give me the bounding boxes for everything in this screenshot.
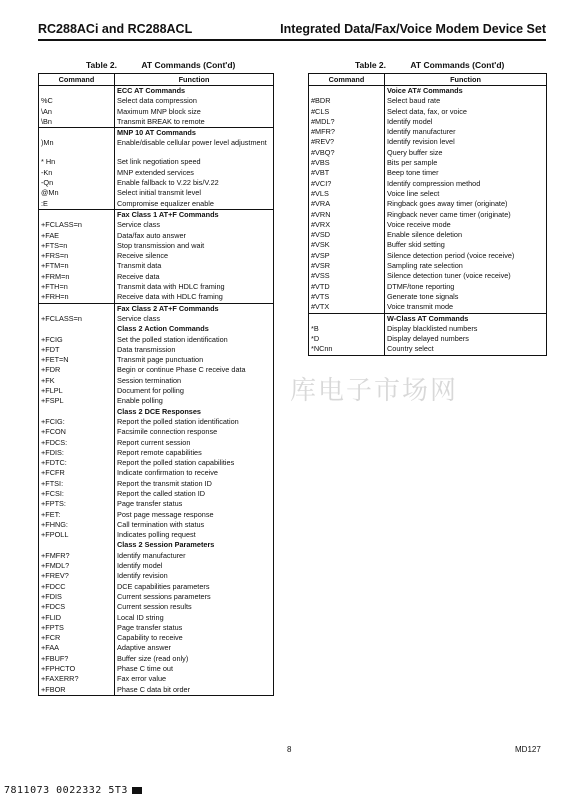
right-function-cell: Voice line select xyxy=(387,188,440,198)
left-function-cell: MNP extended services xyxy=(117,167,194,177)
right-function-cell: Country select xyxy=(387,344,434,354)
left-function-cell: Identify revision xyxy=(117,571,168,581)
right-command-cell: #VLS xyxy=(309,189,385,199)
left-table-caption xyxy=(86,60,235,70)
left-function-cell: Receive silence xyxy=(117,251,169,261)
right-command-cell: #VRX xyxy=(309,220,385,230)
left-command-row xyxy=(39,314,274,324)
left-command-row xyxy=(39,157,274,167)
right-function-cell: Identify revision level xyxy=(387,137,455,147)
left-command-row xyxy=(39,231,274,241)
left-command-row xyxy=(39,417,274,427)
right-command-row xyxy=(309,179,547,189)
right-command-row xyxy=(309,168,547,178)
left-command-row xyxy=(39,479,274,489)
left-command-cell: +FAA xyxy=(39,643,115,653)
left-command-cell: +FPTS xyxy=(39,623,115,633)
right-command-cell: #VSP xyxy=(309,251,385,261)
right-section-heading: Voice AT# Commands xyxy=(387,86,463,95)
right-function-cell: Silence detection tuner (voice receive) xyxy=(387,271,511,281)
right-function-cell: Select data, fax, or voice xyxy=(387,106,467,116)
left-section-command-cell xyxy=(39,128,115,139)
left-command-row xyxy=(39,96,274,106)
right-command-cell: #VSR xyxy=(309,261,385,271)
left-function-cell: Receive data with HDLC framing xyxy=(117,292,223,302)
left-command-row xyxy=(39,458,274,468)
left-function-cell: Enable/disable cellular power level adjustment xyxy=(117,138,267,148)
left-command-cell: +FBOR xyxy=(39,685,115,696)
left-function-cell: Report the called station ID xyxy=(117,488,206,498)
left-section-command-cell xyxy=(39,407,115,417)
right-section-command-cell xyxy=(309,86,385,97)
right-command-cell: #VBS xyxy=(309,158,385,168)
right-function-cell: Bits per sample xyxy=(387,158,438,168)
left-command-cell: +FDT xyxy=(39,345,115,355)
left-function-cell: Phase C time out xyxy=(117,664,173,674)
left-command-cell: +FRM=n xyxy=(39,272,115,282)
left-command-cell: +FTH=n xyxy=(39,282,115,292)
left-function-cell: Transmit BREAK to remote xyxy=(117,116,205,126)
left-command-cell: %C xyxy=(39,96,115,106)
right-command-row xyxy=(309,271,547,281)
left-command-cell: +FPTS: xyxy=(39,499,115,509)
right-command-row xyxy=(309,240,547,250)
left-command-cell: +FHNG: xyxy=(39,520,115,530)
left-function-cell: Stop transmission and wait xyxy=(117,240,205,250)
right-function-cell: Voice receive mode xyxy=(387,219,451,229)
right-command-cell: #BDR xyxy=(309,96,385,106)
left-command-row xyxy=(39,582,274,592)
left-function-cell: Current session results xyxy=(117,602,192,612)
left-section-row xyxy=(39,407,274,417)
right-command-row xyxy=(309,324,547,334)
right-command-row xyxy=(309,251,547,261)
left-function-cell: Transmit data xyxy=(117,261,162,271)
document-id: MD127 xyxy=(515,745,541,754)
left-command-cell: -Qn xyxy=(39,178,115,188)
left-function-cell: Current sessions parameters xyxy=(117,591,211,601)
left-function-cell: Begin or continue Phase C receive data xyxy=(117,365,246,375)
left-command-cell: * Hn xyxy=(39,157,115,167)
left-command-row xyxy=(39,178,274,188)
right-caption-number: Table 2. xyxy=(355,60,387,70)
left-function-cell: Report remote capabilities xyxy=(117,447,202,457)
left-command-row xyxy=(39,561,274,571)
right-command-cell: #MFR? xyxy=(309,127,385,137)
left-function-cell: Report current session xyxy=(117,437,191,447)
right-function-cell: Identify manufacturer xyxy=(387,127,456,137)
left-command-row xyxy=(39,664,274,674)
left-command-cell: +FCIG: xyxy=(39,417,115,427)
left-function-cell: Identify model xyxy=(117,561,163,571)
left-command-cell: +FAE xyxy=(39,231,115,241)
right-command-row xyxy=(309,199,547,209)
right-function-cell: Beep tone timer xyxy=(387,168,439,178)
left-command-row xyxy=(39,292,274,303)
left-section-row xyxy=(39,209,274,220)
left-section-command-cell xyxy=(39,540,115,550)
left-function-cell: Report the polled station capabilities xyxy=(117,458,235,468)
left-function-cell: Data/fax auto answer xyxy=(117,230,186,240)
left-command-cell: +FCON xyxy=(39,427,115,437)
right-function-cell: Display delayed numbers xyxy=(387,334,469,344)
left-section-heading: Fax Class 2 AT+F Commands xyxy=(115,303,274,314)
left-caption-number: Table 2. xyxy=(86,60,118,70)
left-command-cell: +FDCS: xyxy=(39,438,115,448)
left-command-row xyxy=(39,654,274,664)
left-col-command-header: Command xyxy=(39,74,115,86)
barcode-line xyxy=(4,785,142,796)
left-function-cell: Document for polling xyxy=(117,386,184,396)
left-command-row xyxy=(39,592,274,602)
left-command-cell: +FDCC xyxy=(39,582,115,592)
right-command-cell: #VBQ? xyxy=(309,148,385,158)
left-command-row xyxy=(39,376,274,386)
left-section-heading: MNP 10 AT Commands xyxy=(115,128,274,139)
right-command-cell: #VRN xyxy=(309,210,385,220)
left-command-cell: +FPHCTO xyxy=(39,664,115,674)
left-command-cell: +FDIS xyxy=(39,592,115,602)
right-function-cell: Query buffer size xyxy=(387,147,443,157)
left-function-cell: Service class xyxy=(117,313,160,323)
right-at-commands-table xyxy=(308,73,547,356)
right-command-row xyxy=(309,117,547,127)
barcode-text: 7811073 0022332 5T3 xyxy=(4,785,128,796)
left-section-row xyxy=(39,86,274,97)
right-section-command-cell xyxy=(309,313,385,324)
left-command-row xyxy=(39,107,274,117)
page-header xyxy=(38,22,546,38)
right-command-row xyxy=(309,189,547,199)
left-command-cell: +FDR xyxy=(39,365,115,375)
left-function-cell: Transmit page punctuation xyxy=(117,355,204,365)
right-function-cell: DTMF/tone reporting xyxy=(387,281,455,291)
left-command-cell: +FPOLL xyxy=(39,530,115,540)
left-function-cell: Data transmission xyxy=(117,344,176,354)
left-command-cell: +FLID xyxy=(39,613,115,623)
right-function-cell: Identify model xyxy=(387,116,433,126)
left-col-function-header: Function xyxy=(115,74,274,86)
left-command-cell: +FCLASS=n xyxy=(39,314,115,324)
left-command-row xyxy=(39,251,274,261)
right-section-row xyxy=(309,86,547,97)
left-function-cell: Report the transmit station ID xyxy=(117,478,212,488)
left-command-row xyxy=(39,199,274,210)
right-command-cell: #VBT xyxy=(309,168,385,178)
left-function-cell: Select initial transmit level xyxy=(117,188,201,198)
left-command-row xyxy=(39,510,274,520)
left-command-row xyxy=(39,272,274,282)
left-command-cell: -Kn xyxy=(39,168,115,178)
left-command-row xyxy=(39,633,274,643)
right-command-row xyxy=(309,107,547,117)
right-command-cell: #VSD xyxy=(309,230,385,240)
right-function-cell: Voice transmit mode xyxy=(387,302,454,312)
right-section-heading: W-Class AT Commands xyxy=(385,313,547,324)
left-command-cell: +FDTC: xyxy=(39,458,115,468)
left-section-row xyxy=(39,303,274,314)
right-command-cell: #VCI? xyxy=(309,179,385,189)
right-function-cell: Silence detection period (voice receive) xyxy=(387,250,515,260)
left-command-row xyxy=(39,438,274,448)
left-command-row xyxy=(39,365,274,375)
left-command-row xyxy=(39,261,274,271)
right-function-cell: Buffer skid setting xyxy=(387,240,445,250)
left-command-cell: +FK xyxy=(39,376,115,386)
right-function-cell: Generate tone signals xyxy=(387,291,459,301)
left-command-cell: +FCR xyxy=(39,633,115,643)
left-command-cell: +FSPL xyxy=(39,396,115,406)
left-command-cell: +FDIS: xyxy=(39,448,115,458)
left-section-command-cell xyxy=(39,303,115,314)
left-command-cell: +FRS=n xyxy=(39,251,115,261)
left-section-heading: Class 2 DCE Responses xyxy=(117,406,201,416)
left-command-cell: +FMDL? xyxy=(39,561,115,571)
right-section-row xyxy=(309,313,547,324)
left-command-row xyxy=(39,623,274,633)
left-command-row xyxy=(39,345,274,355)
left-command-cell: +FCFR xyxy=(39,468,115,478)
left-command-row xyxy=(39,613,274,623)
right-command-row xyxy=(309,210,547,220)
header-product-title: RC288ACi and RC288ACL xyxy=(38,22,193,36)
left-function-cell: Receive data xyxy=(117,271,160,281)
left-command-row xyxy=(39,355,274,365)
left-command-row xyxy=(39,282,274,292)
left-command-row xyxy=(39,520,274,530)
left-command-row xyxy=(39,138,274,157)
left-section-row xyxy=(39,128,274,139)
left-function-cell: Identify manufacturer xyxy=(117,550,186,560)
left-command-cell: +FBUF? xyxy=(39,654,115,664)
page-number: 8 xyxy=(287,745,292,754)
left-function-cell: Phase C data bit order xyxy=(117,684,191,694)
left-command-cell: @Mn xyxy=(39,188,115,198)
left-command-cell: +FRH=n xyxy=(39,292,115,303)
left-command-row xyxy=(39,571,274,581)
left-command-row xyxy=(39,188,274,198)
right-command-cell: #VSK xyxy=(309,240,385,250)
right-command-row xyxy=(309,148,547,158)
left-function-cell: Compromise equalizer enable xyxy=(117,198,214,208)
left-command-row xyxy=(39,335,274,345)
right-command-row xyxy=(309,220,547,230)
right-table-caption xyxy=(355,60,504,70)
left-command-row xyxy=(39,168,274,178)
right-command-cell: *D xyxy=(309,334,385,344)
left-command-row xyxy=(39,551,274,561)
left-command-row xyxy=(39,427,274,437)
right-command-cell: *B xyxy=(309,324,385,334)
left-command-row xyxy=(39,530,274,540)
left-section-command-cell xyxy=(39,86,115,97)
left-command-row xyxy=(39,602,274,612)
right-command-cell: #REV? xyxy=(309,137,385,147)
right-command-row xyxy=(309,344,547,355)
left-section-row xyxy=(39,324,274,334)
right-command-cell: #VTS xyxy=(309,292,385,302)
left-function-cell: Set the polled station identification xyxy=(117,334,228,344)
right-command-cell: #VTX xyxy=(309,302,385,313)
right-command-row xyxy=(309,261,547,271)
left-command-row xyxy=(39,396,274,406)
left-section-row xyxy=(39,540,274,550)
left-command-cell: +FCIG xyxy=(39,335,115,345)
left-function-cell: Page transfer status xyxy=(117,622,183,632)
right-command-row xyxy=(309,282,547,292)
left-function-cell: Post page message response xyxy=(117,509,214,519)
right-command-row xyxy=(309,292,547,302)
right-col-command-header: Command xyxy=(309,74,385,86)
right-col-function-header: Function xyxy=(385,74,547,86)
left-command-row xyxy=(39,489,274,499)
left-command-cell: +FET=N xyxy=(39,355,115,365)
right-function-cell: Ringback goes away timer (originate) xyxy=(387,199,508,209)
left-command-cell: +FET: xyxy=(39,510,115,520)
left-function-cell: Adaptive answer xyxy=(117,643,171,653)
left-command-cell: +FCSI: xyxy=(39,489,115,499)
left-function-cell: Maximum MNP block size xyxy=(117,106,201,116)
right-function-cell: Sampling rate selection xyxy=(387,261,463,271)
left-command-cell: +FTM=n xyxy=(39,261,115,271)
left-function-cell: Local ID string xyxy=(117,612,164,622)
left-caption-title: AT Commands (Cont'd) xyxy=(141,60,236,70)
left-function-cell: Enable polling xyxy=(117,396,163,406)
left-command-row xyxy=(39,220,274,230)
left-command-row xyxy=(39,386,274,396)
left-command-row xyxy=(39,499,274,509)
right-command-cell: #VTD xyxy=(309,282,385,292)
left-function-cell: Indicate confirmation to receive xyxy=(117,468,218,478)
left-command-cell: +FTSI: xyxy=(39,479,115,489)
left-command-row xyxy=(39,117,274,128)
right-command-cell: #VRA xyxy=(309,199,385,209)
left-section-heading: ECC AT Commands xyxy=(117,86,186,95)
right-function-cell: Enable silence deletion xyxy=(387,230,463,240)
right-caption-title: AT Commands (Cont'd) xyxy=(410,60,505,70)
left-command-cell: :E xyxy=(39,199,115,210)
left-function-cell: Capability to receive xyxy=(117,633,183,643)
left-section-heading: Class 2 Session Parameters xyxy=(117,540,215,550)
right-command-row xyxy=(309,302,547,313)
right-command-cell: #VSS xyxy=(309,271,385,281)
left-command-cell: +FAXERR? xyxy=(39,674,115,684)
left-command-row xyxy=(39,241,274,251)
left-command-cell: +FLPL xyxy=(39,386,115,396)
left-at-commands-table xyxy=(38,73,274,696)
left-command-cell: +FTS=n xyxy=(39,241,115,251)
left-function-cell: Facsimile connection response xyxy=(117,427,218,437)
right-command-cell: #CLS xyxy=(309,107,385,117)
left-command-row xyxy=(39,685,274,696)
right-command-cell: #MDL? xyxy=(309,117,385,127)
barcode-block xyxy=(132,787,142,794)
left-function-cell: Report the polled station identification xyxy=(117,416,239,426)
left-function-cell: Set link negotiation speed xyxy=(117,157,201,167)
right-function-cell: Display blacklisted numbers xyxy=(387,323,478,333)
left-function-cell: Indicates polling request xyxy=(117,530,196,540)
left-section-command-cell xyxy=(39,209,115,220)
left-command-cell: \An xyxy=(39,107,115,117)
right-function-cell: Identify compression method xyxy=(387,178,481,188)
right-function-cell: Ringback never came timer (originate) xyxy=(387,209,511,219)
left-command-cell: +FMFR? xyxy=(39,551,115,561)
left-section-heading: Class 2 Action Commands xyxy=(117,324,209,334)
left-function-cell: Fax error value xyxy=(117,674,167,684)
right-command-row xyxy=(309,96,547,106)
left-function-cell: Select data compression xyxy=(117,96,197,106)
header-document-title: Integrated Data/Fax/Voice Modem Device Set xyxy=(280,22,546,36)
left-function-cell: Call termination with status xyxy=(117,519,205,529)
right-command-row xyxy=(309,127,547,137)
left-function-cell: Page transfer status xyxy=(117,499,183,509)
left-function-cell: Enable fallback to V.22 bis/V.22 xyxy=(117,178,219,188)
left-section-heading: Fax Class 1 AT+F Commands xyxy=(115,209,274,220)
right-command-row xyxy=(309,334,547,344)
left-command-row xyxy=(39,448,274,458)
left-function-cell: Transmit data with HDLC framing xyxy=(117,282,225,292)
left-function-cell: DCE capabilities parameters xyxy=(117,581,210,591)
left-command-cell: )Mn xyxy=(39,138,115,157)
left-command-row xyxy=(39,643,274,653)
left-function-cell: Service class xyxy=(117,220,160,230)
left-function-cell: Session termination xyxy=(117,375,182,385)
right-command-row xyxy=(309,230,547,240)
right-function-cell: Select baud rate xyxy=(387,96,441,106)
left-command-cell: +FCLASS=n xyxy=(39,220,115,230)
left-command-cell: \Bn xyxy=(39,117,115,128)
right-command-row xyxy=(309,137,547,147)
header-rule xyxy=(38,39,546,41)
left-section-command-cell xyxy=(39,324,115,334)
right-command-row xyxy=(309,158,547,168)
left-function-cell: Buffer size (read only) xyxy=(117,653,189,663)
left-command-row xyxy=(39,468,274,478)
left-command-cell: +FDCS xyxy=(39,602,115,612)
watermark-text: 库电子市场网 xyxy=(290,376,459,406)
left-command-row xyxy=(39,674,274,684)
right-command-cell: *NCnn xyxy=(309,344,385,355)
left-command-cell: +FREV? xyxy=(39,571,115,581)
